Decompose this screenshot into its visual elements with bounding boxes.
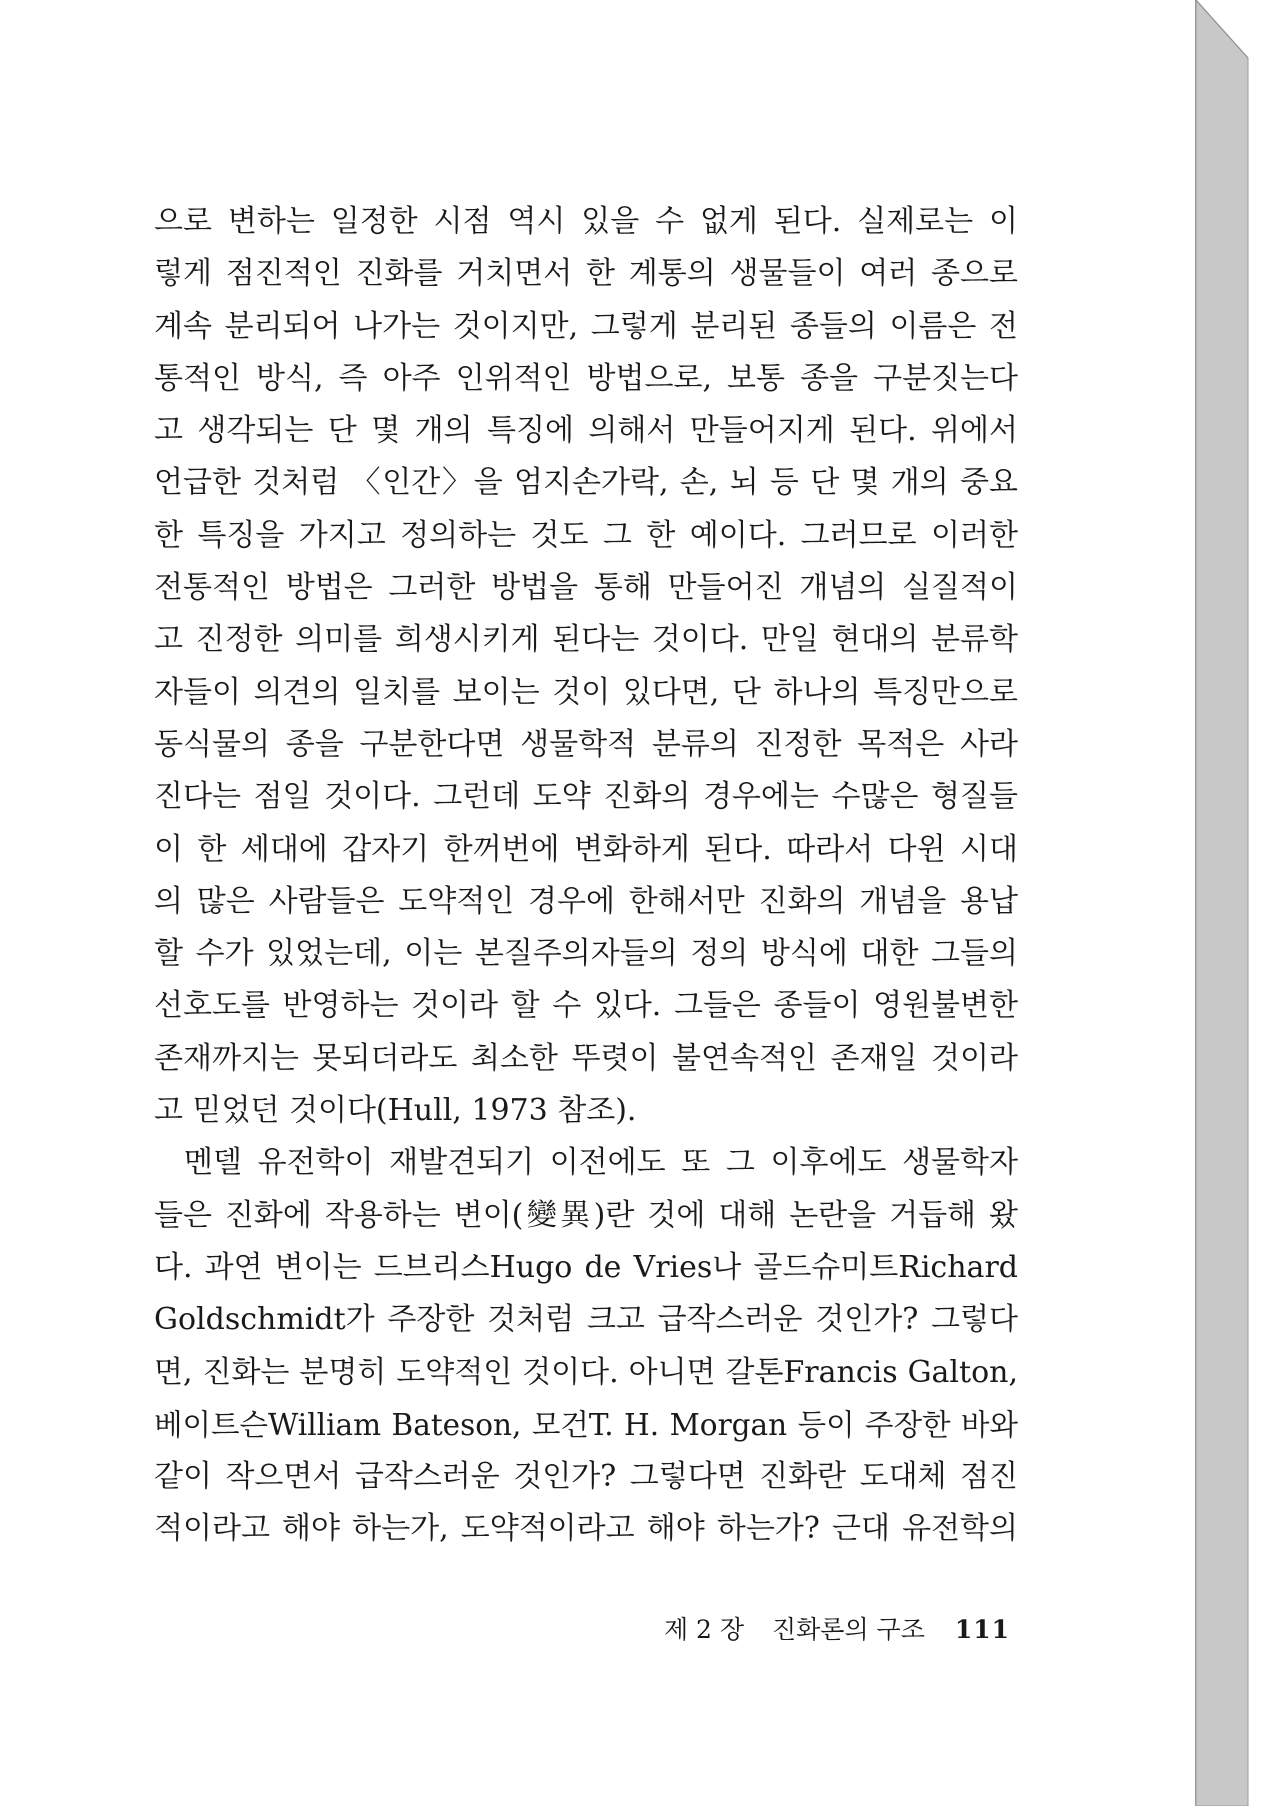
text-line: 통적인 방식, 즉 아주 인위적인 방법으로, 보통 종을 구분짓는다 [154,360,1018,396]
text-line: 적이라고 해야 하는가, 도약적이라고 해야 하는가? 근대 유전학의 [154,1511,1018,1547]
text-line: 계속 분리되어 나가는 것이지만, 그렇게 분리된 종들의 이름은 전 [154,308,1018,344]
text-line: Goldschmidt가 주장한 것처럼 크고 급작스러운 것인가? 그렇다 [154,1302,1018,1338]
page-number: 111 [954,1615,1010,1644]
text-line: 할 수가 있었는데, 이는 본질주의자들의 정의 방식에 대한 그들의 [154,936,1018,972]
text-line: 자들이 의견의 일치를 보이는 것이 있다면, 단 하나의 특징만으로 [154,674,1018,710]
chapter-title: 진화론의 구조 [772,1615,925,1644]
text-line: 면, 진화는 분명히 도약적인 것이다. 아니면 갈톤Francis Galton, [154,1354,1018,1390]
text-line: 렇게 점진적인 진화를 거치면서 한 계통의 생물들이 여러 종으로 [154,256,1018,292]
text-line: 들은 진화에 작용하는 변이(變異)란 것에 대해 논란을 거듭해 왔 [154,1197,1018,1233]
text-line-paragraph-end: 고 믿었던 것이다(Hull, 1973 참조). [154,1093,637,1129]
body-text [154,196,1018,1556]
text-line: 언급한 것처럼 〈인간〉을 엄지손가락, 손, 뇌 등 단 몇 개의 중요 [154,465,1018,501]
text-line: 고 진정한 의미를 희생시키게 된다는 것이다. 만일 현대의 분류학 [154,622,1018,658]
text-line: 이 한 세대에 갑자기 한꺼번에 변화하게 된다. 따라서 다윈 시대 [154,831,1018,867]
text-line: 의 많은 사람들은 도약적인 경우에 한해서만 진화의 개념을 용납 [154,883,1018,919]
text-line: 한 특징을 가지고 정의하는 것도 그 한 예이다. 그러므로 이러한 [154,517,1018,553]
chapter-label: 제 2 장 [663,1615,745,1644]
text-line: 고 생각되는 단 몇 개의 특징에 의해서 만들어지게 된다. 위에서 [154,413,1018,449]
text-line: 동식물의 종을 구분한다면 생물학적 분류의 진정한 목적은 사라 [154,726,1018,762]
text-line: 진다는 점일 것이다. 그런데 도약 진화의 경우에는 수많은 형질들 [154,779,1018,815]
text-line: 같이 작으면서 급작스러운 것인가? 그렇다면 진화란 도대체 점진 [154,1459,1018,1495]
text-line: 선호도를 반영하는 것이라 할 수 있다. 그들은 종들이 영원불변한 [154,988,1018,1024]
text-line: 다. 과연 변이는 드브리스Hugo de Vries나 골드슈미트Richard [154,1249,1018,1285]
text-line: 베이트슨William Bateson, 모건T. H. Morgan 등이 주장한 바와 [154,1407,1018,1442]
text-line-paragraph-start: 멘델 유전학이 재발견되기 이전에도 또 그 이후에도 생물학자 [184,1145,1018,1181]
text-line: 전통적인 방법은 그러한 방법을 통해 만들어진 개념의 실질적이 [154,570,1018,606]
running-footer [640,1610,1010,1650]
text-line: 존재까지는 못되더라도 최소한 뚜렷이 불연속적인 존재일 것이라 [154,1040,1018,1076]
text-line: 으로 변하는 일정한 시점 역시 있을 수 없게 된다. 실제로는 이 [154,204,1018,239]
